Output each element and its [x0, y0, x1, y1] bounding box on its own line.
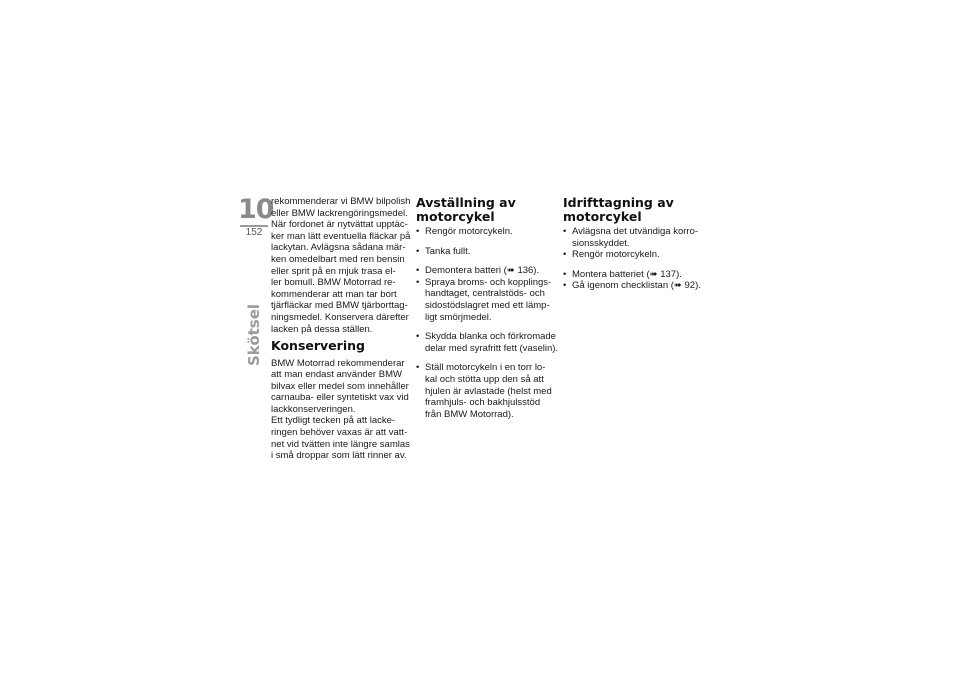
text-line: sidostödslagret med ett lämp- — [425, 299, 550, 311]
bullet-icon: • — [416, 245, 420, 257]
intro-paragraph — [271, 196, 411, 336]
text-line: sionsskyddet. — [572, 237, 630, 249]
bullet-icon: • — [416, 276, 420, 288]
text-line: carnauba- eller syntetiskt vax vid — [271, 392, 409, 404]
column-3 — [563, 196, 703, 292]
text-line: kal och stötta upp den så att — [425, 373, 544, 385]
text-line: ligt smörjmedel. — [425, 311, 492, 323]
list-item — [416, 246, 552, 258]
page-number: 152 — [245, 227, 263, 238]
heading-line: Avställning av — [416, 195, 516, 210]
text-line: att man endast använder BMW — [271, 369, 402, 381]
chapter-title: Skötsel — [245, 303, 263, 367]
list-item — [416, 331, 559, 354]
text-line: lackytan. Avlägsna sådana mär- — [271, 242, 406, 254]
text-line: net vid tvätten inte längre samlas — [271, 438, 410, 450]
konservering-paragraph — [271, 357, 410, 462]
bullet-icon: • — [416, 226, 420, 237]
bullet-icon: • — [563, 268, 567, 280]
list-item — [563, 226, 703, 249]
text-line: Ställ motorcykeln i en torr lo- — [425, 362, 546, 374]
text-line: rekommenderar vi BMW bilpolish — [271, 196, 411, 207]
bullet-icon: • — [563, 280, 567, 292]
text-line: Avlägsna det utvändiga korro- — [572, 226, 699, 237]
text-line: Ett tydligt tecken på att lacke- — [271, 415, 396, 427]
bullet-icon: • — [563, 249, 567, 261]
list-item — [563, 249, 703, 261]
section-heading-idrifttagning — [563, 196, 703, 223]
list-item — [416, 362, 552, 420]
text-line: Rengör motorcykeln. — [572, 249, 660, 261]
text-line: tjärfläckar med BMW tjärborttag- — [271, 300, 408, 312]
text-line: lacken på dessa ställen. — [271, 323, 373, 335]
text-line: från BMW Motorrad). — [425, 408, 514, 420]
text-line: ken omedelbart med ren bensin — [271, 253, 405, 265]
section-heading-konservering: Konservering — [271, 338, 365, 353]
text-line: Spraya broms- och kopplings- — [425, 276, 552, 288]
avstallning-list — [416, 226, 559, 420]
text-line: ringen behöver vaxas är att vatt- — [271, 427, 408, 439]
bullet-icon: • — [416, 362, 420, 374]
text-line: hjulen är avlastade (helst med — [425, 385, 552, 397]
list-item — [563, 269, 703, 281]
bullet-icon: • — [563, 226, 567, 237]
text-line: eller BMW lackrengöringsmedel. — [271, 207, 408, 219]
bullet-icon: • — [416, 331, 420, 343]
text-line: Gå igenom checklistan (➠ 92). — [572, 280, 701, 292]
heading-line: motorcykel — [563, 208, 642, 224]
text-line: bilvax eller medel som innehåller — [271, 380, 409, 392]
bullet-icon: • — [416, 265, 420, 277]
list-item — [416, 265, 552, 277]
text-line: Skydda blanka och förkromade — [425, 331, 556, 343]
text-line: delar med syrafritt fett (vaselin). — [425, 342, 559, 354]
text-line: i små droppar som lätt rinner av. — [271, 450, 407, 462]
text-line: handtaget, centralstöds- och — [425, 288, 545, 300]
list-item — [416, 277, 552, 323]
heading-line: Idrifttagning av — [563, 195, 674, 210]
text-line: lackkonserveringen. — [271, 403, 356, 415]
heading-line: motorcykel — [416, 208, 495, 224]
text-line: Demontera batteri (➠ 136). — [425, 265, 540, 277]
column-1 — [271, 196, 411, 462]
column-2 — [416, 195, 559, 420]
text-line: Montera batteriet (➠ 137). — [572, 268, 682, 280]
text-line: Rengör motorcykeln. — [425, 226, 513, 237]
text-line: ker man lätt eventuella fläckar på — [271, 230, 411, 242]
text-line: framhjuls- och bakhjulsstöd — [425, 397, 541, 409]
chapter-number: 10 — [238, 194, 274, 225]
text-line: Tanka fullt. — [425, 245, 471, 257]
text-line: kommenderar att man tar bort — [271, 288, 397, 300]
text-line: ler bomull. BMW Motorrad re- — [271, 277, 396, 289]
text-line: ningsmedel. Konservera därefter — [271, 311, 409, 323]
text-line: När fordonet är nytvättat upptäc- — [271, 219, 408, 231]
text-line: eller sprit på en mjuk trasa el- — [271, 265, 396, 277]
idrifttagning-list — [563, 226, 703, 292]
text-line: BMW Motorrad rekommenderar — [271, 357, 405, 369]
list-item — [563, 280, 703, 292]
section-heading-avstallning — [416, 196, 552, 223]
list-item — [416, 226, 552, 238]
